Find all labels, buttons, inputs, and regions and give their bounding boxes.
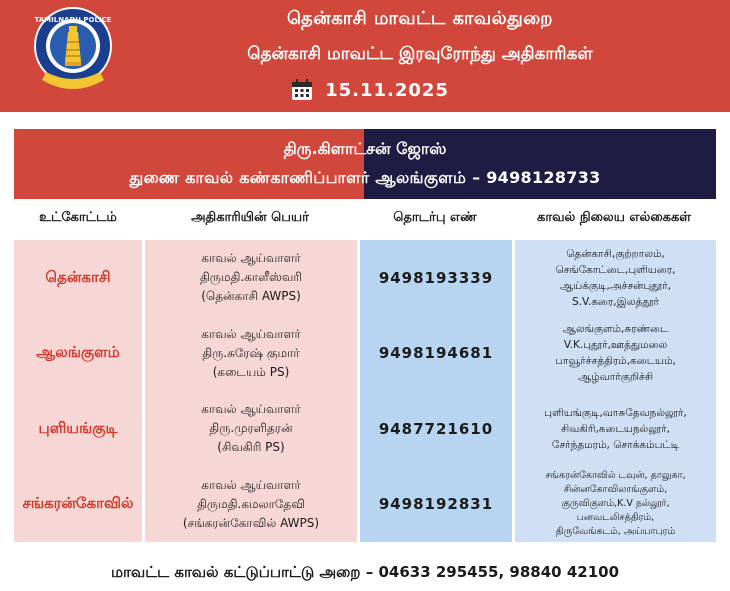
limits-line: சின்னகோவிலாங்குளம், (563, 484, 668, 496)
phone-number: 9498194681 (378, 344, 494, 363)
column-header-subdivision: உட்கோட்டம் (39, 210, 117, 225)
dsp-name: திரு.கிளாட்சன் ஜோஸ் (283, 139, 447, 158)
officer-station: (தென்காசி AWPS) (201, 289, 301, 304)
subdivision-cell: சங்கரன்கோவில் (22, 494, 134, 513)
tamilnadu-police-logo-icon (32, 6, 114, 100)
limits-line: பாவூர்ச்சத்திரம்,கடையம், (555, 355, 676, 368)
officer-cell (145, 316, 357, 392)
officer-column (145, 240, 357, 542)
column-header-phone: தொடர்பு எண் (393, 210, 477, 225)
limits-line: V.K.புதூர்,ஊத்துமலை (563, 339, 668, 352)
limits-cell (515, 240, 716, 316)
officer-rank: காவல் ஆய்வாளர் (201, 326, 301, 341)
subdivision-cell: புளியங்குடி (38, 418, 118, 437)
limits-line: செங்கோட்டை,புளியரை, (555, 263, 676, 276)
officer-name: திருமதி.காளீஸ்வரி (199, 270, 303, 285)
control-room-footer: மாவட்ட காவல் கட்டுப்பாட்டு அறை – 04633 295455, 98840 42100 (110, 563, 619, 581)
column-header-officer: அதிகாரியின் பெயர் (191, 210, 309, 225)
subdivision-cell: தென்காசி (45, 267, 111, 286)
limits-line: S.V.கரை,இலத்தூர் (572, 295, 659, 308)
limits-column (515, 240, 716, 542)
date-row (270, 77, 470, 103)
officer-rank: காவல் ஆய்வாளர் (201, 402, 301, 417)
date-text: 15.11.2025 (325, 79, 449, 101)
limits-cell (515, 316, 716, 392)
limits-line: சேர்ந்தமரம், சொக்கம்பட்டி (551, 438, 680, 451)
phone-number: 9498192831 (378, 495, 494, 514)
limits-line: சங்கரன்கோவில் டவுன், தாலுகா, (545, 470, 686, 482)
officer-station: (கடையம் PS) (212, 364, 290, 379)
officer-cell (145, 467, 357, 543)
page-subtitle: தென்காசி மாவட்ட இரவுரோந்து அதிகாரிகள் (247, 44, 593, 64)
phone-number: 9487721610 (378, 419, 494, 438)
limits-line: ஆய்க்குடி,அச்சன்புதூர், (559, 279, 672, 292)
officers-table (14, 240, 716, 542)
officer-station: (சிவகிரி PS) (217, 440, 285, 455)
dsp-role-phone: துணை காவல் கண்காணிப்பாளர் ஆலங்குளம் – 9498128733 (129, 168, 601, 187)
officer-cell (145, 240, 357, 316)
table-header (14, 204, 716, 232)
limits-line: தென்காசி,குற்றாலம், (566, 247, 665, 260)
banner-text (14, 129, 716, 199)
officer-rank: காவல் ஆய்வாளர் (201, 477, 301, 492)
limits-line: ஆலங்குளம்,சுரண்டை (562, 323, 669, 336)
officer-name: திரு.சுரேஷ் குமார் (202, 345, 300, 360)
officer-cell (145, 391, 357, 467)
limits-line: ஆழ்வார்குறிச்சி (577, 371, 654, 384)
officer-station: (சங்கரன்கோவில் AWPS) (182, 515, 320, 530)
limits-cell (515, 391, 716, 467)
page-title: தென்காசி மாவட்ட காவல்துறை (287, 8, 553, 29)
phone-number: 9498193339 (378, 268, 494, 287)
column-header-limits: காவல் நிலைய எல்கைகள் (537, 210, 691, 225)
officer-name: திருமதி.கமலாதேவி (197, 496, 305, 511)
officer-name: திரு.முரளிதரன் (209, 421, 293, 436)
officer-rank: காவல் ஆய்வாளர் (201, 251, 301, 266)
header (0, 0, 730, 112)
logo-text: TAMILNADU POLICE (34, 16, 112, 24)
limits-line: பனவடலிசத்திரம், (576, 512, 655, 524)
subdivision-column (14, 240, 142, 542)
limits-line: குருவிகுளம்,K.V நல்லூர், (561, 498, 670, 510)
limits-cell (515, 467, 716, 543)
limits-line: புளியங்குடி,வாசுதேவநல்லூர், (544, 406, 687, 419)
officer-banner (14, 129, 716, 199)
subdivision-cell: ஆலங்குளம் (36, 343, 120, 362)
phone-column (360, 240, 512, 542)
calendar-icon (291, 79, 313, 101)
limits-line: சிவகிரி,கடையநல்லூர், (561, 422, 670, 435)
limits-line: திருவேங்கடம், அய்யாபுரம் (555, 526, 676, 538)
